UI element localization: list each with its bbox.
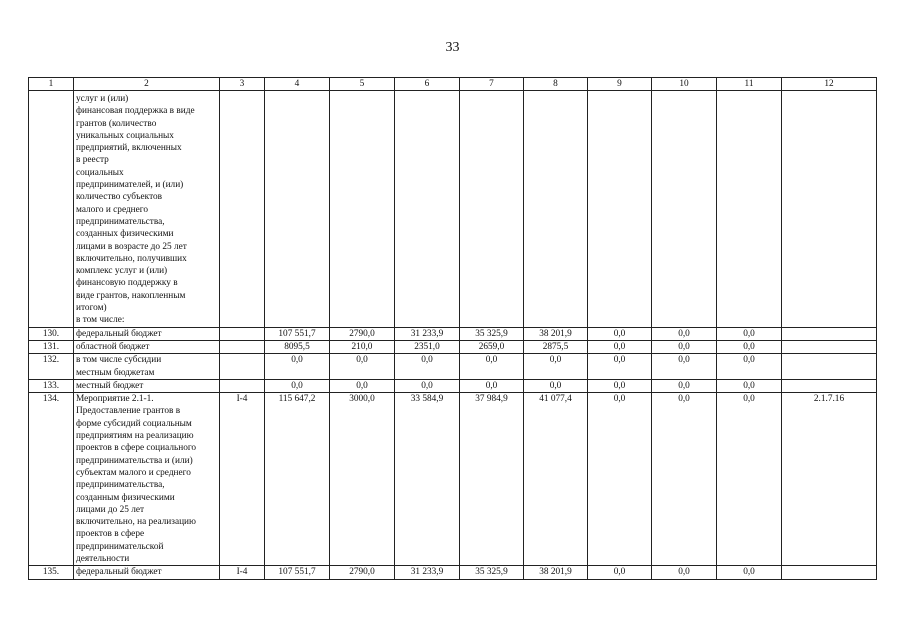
column-header: 9 xyxy=(588,78,652,91)
value-cell xyxy=(395,91,460,328)
row-number xyxy=(29,91,74,328)
value-cell: 0,0 xyxy=(717,340,782,353)
value-cell: 0,0 xyxy=(588,566,652,579)
value-cell: 0,0 xyxy=(265,354,330,380)
column-header: 12 xyxy=(782,78,877,91)
value-cell: 0,0 xyxy=(588,354,652,380)
row-code: I-4 xyxy=(220,393,265,566)
row-number: 134. xyxy=(29,393,74,566)
table-row xyxy=(29,354,877,380)
value-cell: 2351,0 xyxy=(395,340,460,353)
value-cell xyxy=(588,91,652,328)
value-cell: 0,0 xyxy=(717,379,782,392)
value-cell xyxy=(524,91,588,328)
value-cell: 0,0 xyxy=(395,354,460,380)
value-cell: 0,0 xyxy=(460,354,524,380)
value-cell: 0,0 xyxy=(265,379,330,392)
table-row xyxy=(29,340,877,353)
row-code xyxy=(220,327,265,340)
column-header: 6 xyxy=(395,78,460,91)
value-cell: 38 201,9 xyxy=(524,327,588,340)
column-header: 11 xyxy=(717,78,782,91)
budget-table xyxy=(28,77,877,580)
table-row xyxy=(29,91,877,328)
row-code: I-4 xyxy=(220,566,265,579)
value-cell xyxy=(717,91,782,328)
table-row xyxy=(29,566,877,579)
row-number: 131. xyxy=(29,340,74,353)
row-description: в том числе субсидии местным бюджетам xyxy=(74,354,220,380)
column-header: 2 xyxy=(74,78,220,91)
row-description: Мероприятие 2.1-1. Предоставление грантов в форме субсидий социальным предприятиям на реализацию проектов в сфере социального предпринимательства и (или) субъектам малого и среднего предпринимательства, созданным физическими лицами до 25 лет включительно, на реализацию проектов в сфере предпринимательской деятельности xyxy=(74,393,220,566)
row-number: 135. xyxy=(29,566,74,579)
value-cell: 107 551,7 xyxy=(265,566,330,579)
value-cell: 0,0 xyxy=(330,354,395,380)
value-cell: 35 325,9 xyxy=(460,327,524,340)
value-cell: 0,0 xyxy=(652,327,717,340)
reference-cell xyxy=(782,327,877,340)
value-cell: 0,0 xyxy=(652,566,717,579)
value-cell xyxy=(652,91,717,328)
value-cell: 2790,0 xyxy=(330,327,395,340)
row-description: федеральный бюджет xyxy=(74,327,220,340)
value-cell: 0,0 xyxy=(717,566,782,579)
reference-cell xyxy=(782,354,877,380)
value-cell: 33 584,9 xyxy=(395,393,460,566)
reference-cell xyxy=(782,340,877,353)
table-row xyxy=(29,393,877,566)
table-row xyxy=(29,327,877,340)
value-cell: 0,0 xyxy=(652,340,717,353)
value-cell: 0,0 xyxy=(524,354,588,380)
value-cell: 3000,0 xyxy=(330,393,395,566)
row-code xyxy=(220,91,265,328)
table-row xyxy=(29,379,877,392)
value-cell: 0,0 xyxy=(717,354,782,380)
value-cell: 0,0 xyxy=(330,379,395,392)
value-cell: 0,0 xyxy=(652,379,717,392)
value-cell xyxy=(460,91,524,328)
value-cell xyxy=(330,91,395,328)
value-cell: 0,0 xyxy=(652,393,717,566)
value-cell: 210,0 xyxy=(330,340,395,353)
column-header: 5 xyxy=(330,78,395,91)
column-header: 10 xyxy=(652,78,717,91)
row-description: федеральный бюджет xyxy=(74,566,220,579)
page-number: 33 xyxy=(445,40,460,55)
value-cell: 0,0 xyxy=(460,379,524,392)
column-header: 7 xyxy=(460,78,524,91)
value-cell: 0,0 xyxy=(717,393,782,566)
reference-cell: 2.1.7.16 xyxy=(782,393,877,566)
row-code xyxy=(220,354,265,380)
row-description: услуг и (или) финансовая поддержка в виде грантов (количество уникальных социальных предприятий, включенных в реестр социальных предпринимателей, и (или) количество субъектов малого и среднего предпринимательства, созданных физическими лицами в возрасте до 25 лет включительно, получивших комплекс услуг и (или) финансовую поддержку в виде грантов, накопленным итогом) в том числе: xyxy=(74,91,220,328)
row-number: 133. xyxy=(29,379,74,392)
value-cell: 2659,0 xyxy=(460,340,524,353)
reference-cell xyxy=(782,566,877,579)
column-header: 3 xyxy=(220,78,265,91)
value-cell: 35 325,9 xyxy=(460,566,524,579)
value-cell: 0,0 xyxy=(652,354,717,380)
row-description: местный бюджет xyxy=(74,379,220,392)
value-cell: 31 233,9 xyxy=(395,327,460,340)
value-cell: 0,0 xyxy=(717,327,782,340)
value-cell: 41 077,4 xyxy=(524,393,588,566)
value-cell: 2790,0 xyxy=(330,566,395,579)
value-cell: 115 647,2 xyxy=(265,393,330,566)
value-cell: 0,0 xyxy=(588,393,652,566)
row-code xyxy=(220,340,265,353)
column-header: 4 xyxy=(265,78,330,91)
column-header: 8 xyxy=(524,78,588,91)
reference-cell xyxy=(782,91,877,328)
column-header: 1 xyxy=(29,78,74,91)
value-cell: 0,0 xyxy=(588,327,652,340)
value-cell: 0,0 xyxy=(588,379,652,392)
value-cell: 31 233,9 xyxy=(395,566,460,579)
value-cell: 0,0 xyxy=(524,379,588,392)
value-cell: 0,0 xyxy=(588,340,652,353)
row-description: областной бюджет xyxy=(74,340,220,353)
row-number: 130. xyxy=(29,327,74,340)
row-number: 132. xyxy=(29,354,74,380)
value-cell: 0,0 xyxy=(395,379,460,392)
value-cell xyxy=(265,91,330,328)
row-code xyxy=(220,379,265,392)
column-number-header-row xyxy=(29,78,877,91)
reference-cell xyxy=(782,379,877,392)
value-cell: 2875,5 xyxy=(524,340,588,353)
value-cell: 107 551,7 xyxy=(265,327,330,340)
value-cell: 38 201,9 xyxy=(524,566,588,579)
value-cell: 8095,5 xyxy=(265,340,330,353)
value-cell: 37 984,9 xyxy=(460,393,524,566)
